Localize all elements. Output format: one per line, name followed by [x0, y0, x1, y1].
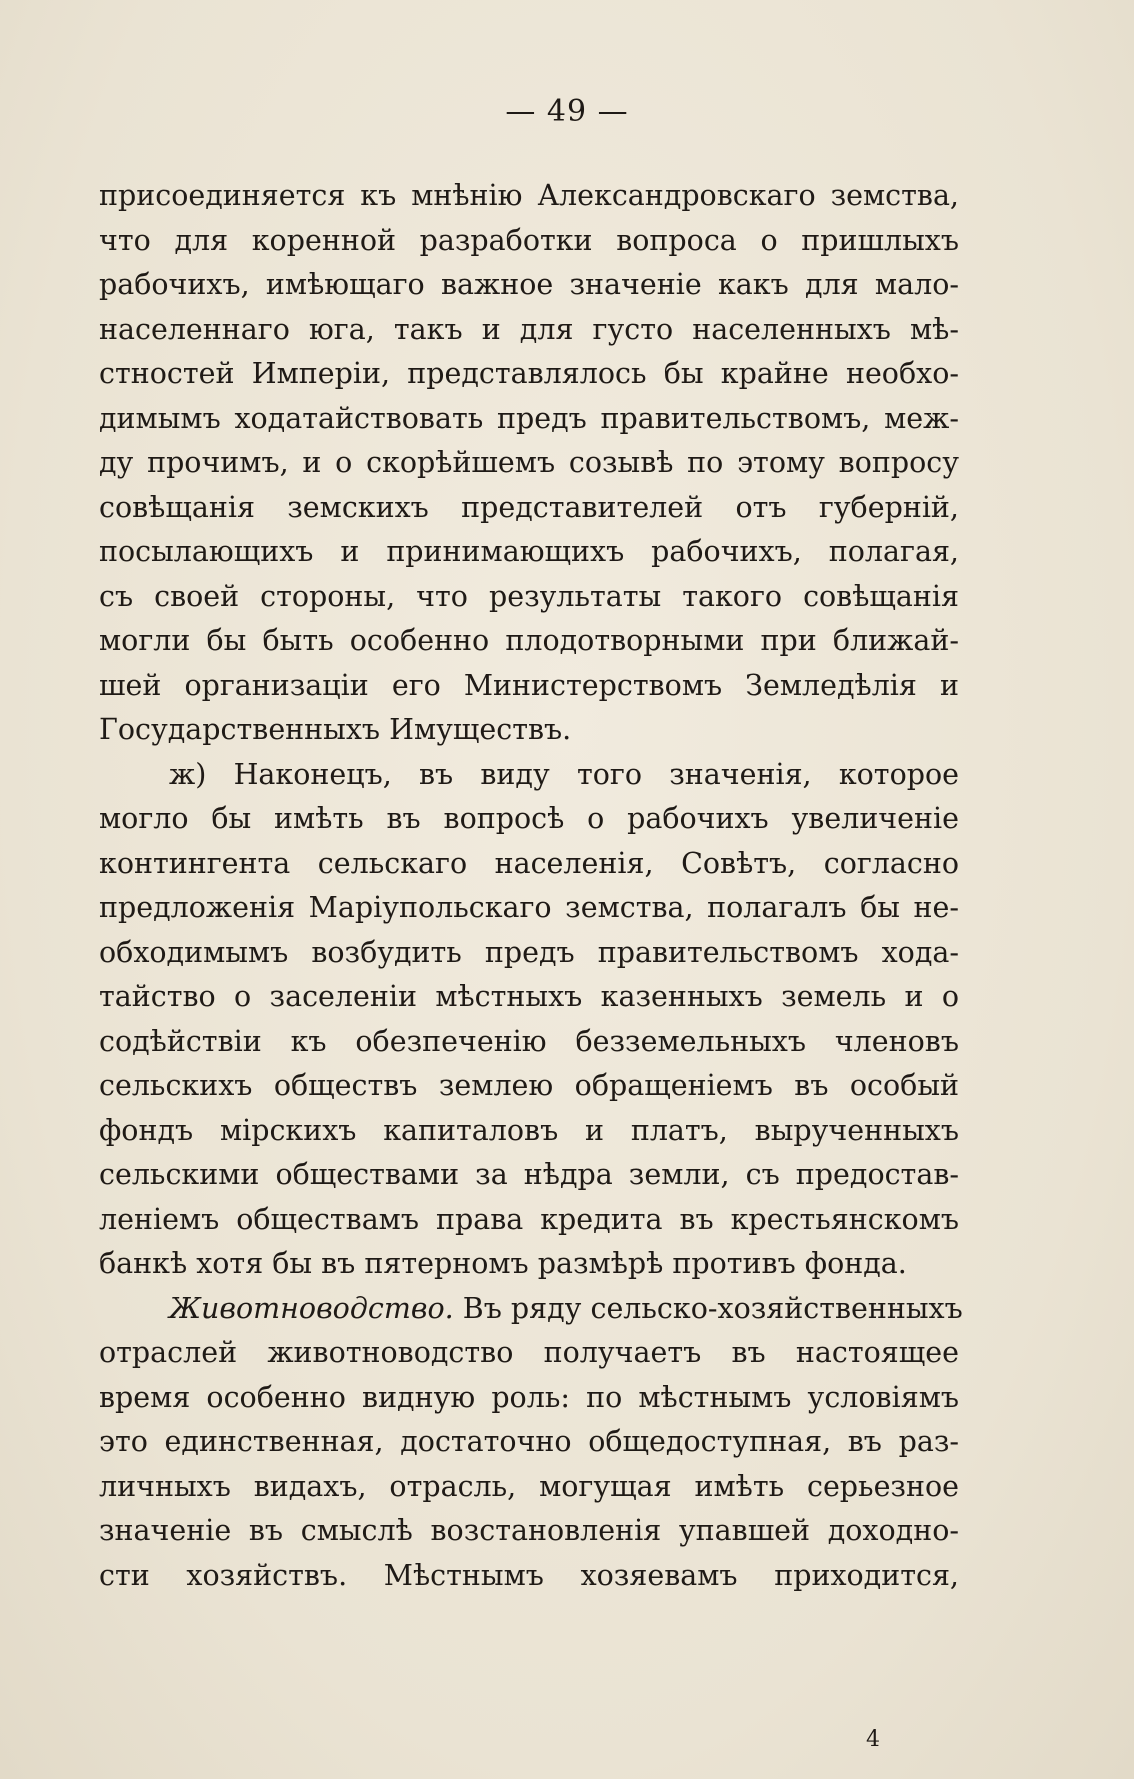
text-line: тайство о заселеніи мѣстныхъ казенныхъ земель и о [99, 980, 959, 1013]
text-line: банкѣ хотя бы въ пятерномъ размѣрѣ противъ фонда. [99, 1247, 907, 1280]
text-line: ду прочимъ, и о скорѣйшемъ созывѣ по этому вопросу [99, 446, 959, 479]
body-text [99, 174, 963, 1598]
text-line: фондъ мірскихъ капиталовъ и платъ, вырученныхъ [99, 1113, 959, 1147]
text-line: сти хозяйствъ. Мѣстнымъ хозяевамъ приходится, [99, 1558, 959, 1592]
text-line: отраслей животноводство получаетъ въ настоящее [99, 1336, 959, 1369]
text-line: совѣщанія земскихъ представителей отъ губерній, [99, 490, 959, 524]
text-line: могли бы быть особенно плодотворными при ближай- [99, 624, 959, 657]
paragraph-livestock [99, 1287, 963, 1599]
text-line: значеніе въ смыслѣ возстановленія упавшей доходно- [99, 1514, 959, 1547]
section-heading-livestock: Животноводство. [169, 1291, 454, 1325]
text-line: контингента сельскаго населенія, Совѣтъ, согласно [99, 846, 959, 880]
text-line: предложенія Маріупольскаго земства, полагалъ бы не- [99, 891, 959, 924]
text-line: присоединяется къ мнѣнію Александровскаго земства, [99, 179, 959, 212]
page-number: — 49 — [505, 94, 629, 129]
paragraph-zh [99, 753, 959, 1287]
text-fragment: Въ ряду сельско-хозяйственныхъ [453, 1291, 963, 1325]
text-line: личныхъ видахъ, отрасль, могущая имѣть серьезное [99, 1469, 959, 1503]
text-line: леніемъ обществамъ права кредита въ крестьянскомъ [99, 1202, 959, 1236]
text-line: что для коренной разработки вопроса о пришлыхъ [99, 223, 959, 257]
text-line: сельскихъ обществъ землею обращеніемъ въ особый [99, 1069, 959, 1102]
text-line: шей организаціи его Министерствомъ Земледѣлія и [99, 668, 959, 702]
text-line: населеннаго юга, такъ и для густо населенныхъ мѣ- [99, 312, 959, 346]
text-line: рабочихъ, имѣющаго важное значеніе какъ для мало- [99, 268, 959, 301]
text-line: ж) Наконецъ, въ виду того значенія, которое [169, 757, 959, 791]
text-line: стностей Имперіи, представлялось бы крайне необхо- [99, 357, 959, 390]
text-line: съ своей стороны, что результаты такого совѣщанія [99, 579, 959, 613]
text-line: димымъ ходатайствовать предъ правительствомъ, меж- [99, 401, 959, 435]
text-line [99, 1287, 963, 1332]
text-line: могло бы имѣть въ вопросѣ о рабочихъ увеличеніе [99, 802, 959, 835]
text-line: это единственная, достаточно общедоступная, въ раз- [99, 1425, 959, 1458]
text-line: время особенно видную роль: по мѣстнымъ условіямъ [99, 1380, 959, 1414]
signature-mark: 4 [866, 1727, 880, 1752]
text-line: сельскими обществами за нѣдра земли, съ предостав- [99, 1158, 959, 1191]
text-line: содѣйствіи къ обезпеченію безземельныхъ членовъ [99, 1024, 959, 1058]
text-line: посылающихъ и принимающихъ рабочихъ, полагая, [99, 535, 959, 568]
text-line: Государственныхъ Имуществъ. [99, 713, 572, 746]
paragraph-continuation [99, 174, 959, 753]
text-line: обходимымъ возбудить предъ правительствомъ хода- [99, 935, 959, 969]
